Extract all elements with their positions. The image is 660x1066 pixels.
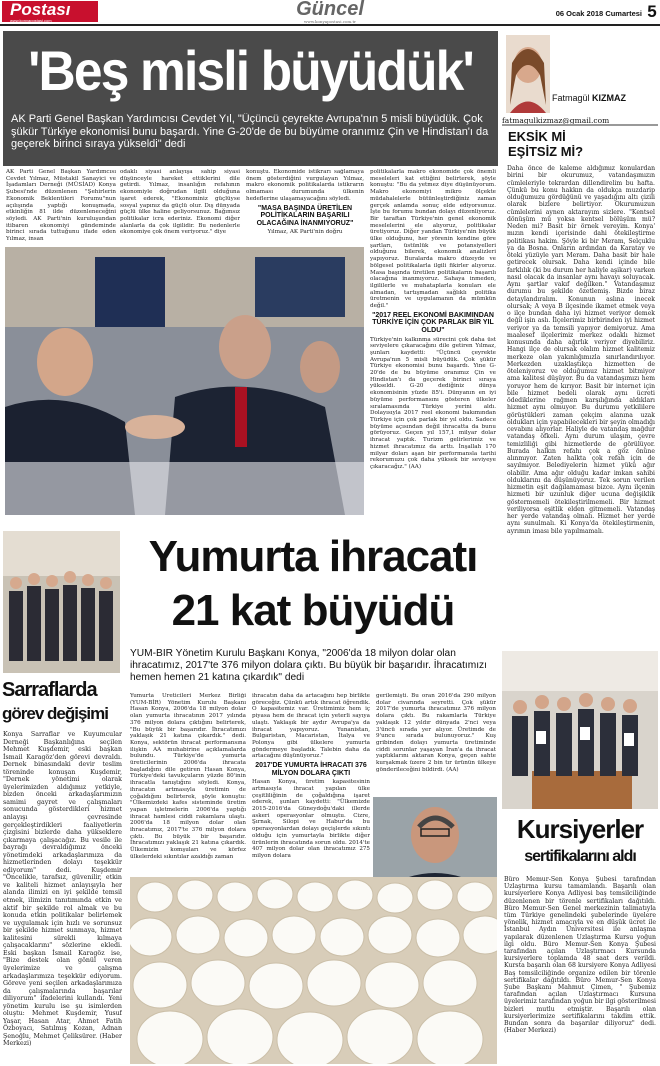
kurs-headline-line1: Kursiyerler — [516, 814, 644, 844]
eggs-illustration — [130, 877, 497, 1064]
top-col-3: konuştu. Ekonomide istikrarı sağlamaya önem gösterdiğini vurgulayan Yılmaz, makro ekonomik politikalarda istikrarın olmaması durumunda ülkenin hedeflerine ulaşamayacağını söyledi. "MASA BAŞINDA ÜRETİLEN POLİTİKALARIN BAŞARILI OLACAĞINA İNANMIYORUZ" Yılmaz, AK Parti'nin doğru — [246, 169, 364, 236]
egg-col-2: ihracatın daha da artacağını hep birlikte göreceğiz. Çünkü artık ihracat öğrendik. O kapasitemiz var. Üretimimiz hem iç piyasa hem de ihracat için yeterli sayıya ulaştı. Yaklaşık bir aydır Avrupa'ya da ihracat yapıyoruz. Yunanistan, Bulgaristan, Macaristan, İtalya ve Polonya gibi ülkelere yumurta göndermeye başladık. Talebin daha da artacağını düşünüyoruz." 2017'DE YUMURTA İHRACATI 376 MİLYON DOLARA ÇIKTI Hasan Konya, üretim kapasitesinin artmasıyla ihracat yapılan ülke çeşitliliğinin de çoğaldığına işaret ederek, şunları kaydetti: "Ülkemizde 2015-2016'da Güneydoğu'daki illerde askeri operasyonlar olmuştu. Cizre, Şırnak, Silopi ve Habur'da bu operasyonlardan dolayı geçişlerde sıkıntı olduğu için yumurtayla birlikte diğer ürünlerin ihracatında sorun oldu. 2014'te 407 milyon dolar olan ihracatımız 275 milyon dolara — [252, 693, 370, 859]
top-col-4: politikalarla makro ekonomide çok önemli meseleleri kat ettiğini belirterek, şöyle konuştu: "Bu da yetmez diye düşünüyorum. Makro ekonomiyi mikro ölçekte müdahalelerle bütünleştirdiğiniz zaman gerçek anlamda sonuç elde ediyorsunuz. İşte bu forumu bundan dolayı düzenliyoruz. Bir taraftan Türkiye'nin genel ekonomik meselelerini ele alıyoruz, politikalar üretiyoruz. Diğer yandan Türkiye'nin büyük ülke olduğunu, her yörenin kendine göre şartları, üstünlük ve potansiyelleri olduğunu bilerek, ekonomik analizleri yapıyoruz. Buralarda makro düzeyde ve bölgesel politikalarla ilgili fikirler alıyoruz. Masa başında üretilen politikaların başarılı olacağına inanmıyoruz. Sahaya inmeden, ilgililerle ve muhataplarla konuları ele almadan, tartışmadan sağlıklı politika üretmenin ve uygulamanın da mümkün değil." "2017 REEL EKONOMİ BAKIMINDAN TÜRKİYE İÇİN ÇOK PARLAK BİR YIL OLDU" Türkiye'nin kalkınma sürecini çok daha üst seviyelere çıkaracağını dile getiren Yılmaz, şunları kaydetti: "Üçüncü çeyrekte Avrupa'nın 5 misli büyüdük. Çok şükür Türkiye ekonomisi bunu başardı. Yine G-20'de de bu büyüme oranımız Çin ve Hindistan'ı da geçerek birinci sıraya yükseldi. G-20 dediğiniz dünya ekonomisinin yüzde 85'i. Dünyanın en iyi büyüme performansını gösteren ülkeler sıralamasında Türkiye yerini aldı. Dolayısıyla 2017 reel ekonomi bakımından Türkiye için çok parlak bir yıl oldu. Sadece büyüme açısından değil ihracatta da bunu görüyoruz. Geçen yıl 157,1 milyar dolar ihracat yaptık. Turizm gelirlerimiz ve hizmet ihracatımız da arttı. İnşallah 170 milyar doları aşan bir performansla tarihi rekorumuzu çok daha yüksek bir seviyeye çıkaracağız." (AA) — [370, 169, 496, 470]
sarraf-body: Konya Sarraflar ve Kuyumcular Derneği Başkanlığına seçilen Mehmet Kuşdemir, eski başkan İsmail Karagöz'den görevi devraldı. Dernek binasındaki devir teslim töreninde konuşan Kuşdemir, "Dernek yönetimi olarak üyelerimizden aldığımız yetkiyle, bizden önceki arkadaşlarımızın samimi gayret ve çalışmaları sonucunda gösterdikleri hizmet anlayışı çevresinde gerçekleştirdikleri faaliyetlerin çizgisini bizlerde daha yükseklere çıkarmaya çalışacağız. Bu vesile ile bayrağı devraldığımız önceki yönetimdeki arkadaşlarımıza da hizmetlerinden dolayı teşekkür ediyorum" dedi. Kuşdemir "Öncelikle, tarafsız, güvenilir, etkin ve kaliteli hizmet anlayışıyla her alanda ilimizi en iyi şekilde temsil etmek, ilimizin tanıtımında etkin ve aktif bir şekilde rol almak ve bu konuda etkin politikalar belirlemek ve uygulamak için hızlı ve sorunsuz bir şekilde hizmet sunmaya, hizmet kalitesini sürekli kılmaya çalışacaklarını" sözlerine ekledi. Eski başkan İsmail Karagöz ise, "Bize destek olan gönül veren üyelerimize ve çalışma arkadaşlarımıza teşekkür ediyorum. Göreve yeni seçilen arkadaşlarımıza da çalışmalarında başarılar diliyorum" ifadelerini kullandı. Yeni yönetim kurulu ise şu isimlerden oluştu: Mehmet Kuşdemir, Yusuf Yaşar, Hasan Atar, Ahmet Fatih Özboyacı, Satılmış Kozan, Adnan Şenoğlu, Mehmet Çeliksürer. (Haber Merkezi) — [3, 731, 122, 1048]
kurs-headline-line2: sertifikalarını aldı — [524, 848, 636, 865]
masthead — [0, 0, 660, 26]
sarraf-photo — [3, 531, 120, 673]
kurs-body: Büro Memur-Sen Konya Şubesi tarafından Uzlaştırma kursu tamamlandı. Başarılı olan kursiyerlere Konya Adliyesi baş temsilciliğinde düzenlenen bir törenle sertifikaları dağıtıldı. Büro Memur-Sen Genel merkezinin talimatıyla tüm Türkiye genelindeki şubelerinde üyelere yönelik, hizmet amacıyla ve en düşük ücret ile İstanbul Aydın Üniversitesi ile anlaşma yapılarak düzenlenen Uzlaştırma Kursu yoğun ilgi oldu. Büro Memur-Sen Konya Şubesi tarafından açılan Uzlaştırmacı Kursunda kursiyerlere toplamda 48 saat ders verildi. Kursta başarılı olan 68 kursiyere Konya Adliyesi Baş temsilciliğinde organize edilen bir törenle sertifikalar dağıtıldı. Büro Memur-Sen Konya Şube Başkanı Mahmut Çimen, " Şubemiz tarafından açılan Uzlaştırmacı Kursuna üyelerimiz tarafından yoğun bir ilgi gösterilmesi bizleri mutlu etmiştir. Başarılı olan kursiyerlerimize sertifikalarını takdim ettik. Bundan sonra da başarılar diliyoruz" dedi. (Haber Merkezi) — [504, 876, 656, 1035]
egg-headline-line2: 21 kat büyüdü — [171, 586, 455, 635]
columnist-box — [502, 31, 658, 628]
sarraf-headline-line1: Sarraflarda — [2, 679, 97, 701]
top-photo-illustration — [5, 247, 364, 515]
kurs-headline — [502, 812, 658, 874]
top-deck: AK Parti Genel Başkan Yardımcısı Cevdet Yıl, "Üçüncü çeyrekte Avrupa'nın 5 misli büyüdük. Çok şükür Türkiye ekonomisi bunu başardı. Yine G-20'de de bu büyüme oranımız Çin ve Hindistan'ı da geçerek birinci sıraya yükseldi" dedi — [11, 113, 489, 150]
top-col3-subhead: "MASA BAŞINDA ÜRETİLEN POLİTİKALARIN BAŞARILI OLACAĞINA İNANMIYORUZ" — [256, 204, 354, 227]
sarraf-headline-line2: görev değişimi — [2, 704, 108, 723]
top-story-band — [3, 31, 498, 166]
columnist-portrait-icon — [506, 35, 550, 113]
top-col4-subhead: "2017 REEL EKONOMİ BAKIMINDAN TÜRKİYE İÇİN ÇOK PARLAK BİR YIL OLDU" — [372, 311, 494, 334]
column-title — [508, 129, 656, 161]
top-story-photo — [5, 247, 364, 515]
columnist-firstname: Fatmagül — [552, 93, 590, 103]
column-title-line1: EKSİK Mİ — [508, 129, 566, 144]
columnist-email[interactable]: fatmagulkizmaz@gmail.com — [502, 115, 658, 126]
top-headline: 'Beş misli büyüdük' — [28, 39, 473, 102]
section-sub: www.konyapostasi.com.tr — [304, 19, 356, 24]
paper-logo-sub: www.konyapostasi.com — [10, 18, 52, 22]
section-title: Güncel — [296, 0, 364, 20]
egg-person-photo — [373, 797, 497, 889]
kurs-photo-illustration — [502, 651, 658, 809]
sarraf-photo-illustration — [3, 531, 120, 673]
egg-headline — [128, 530, 498, 646]
columnist-photo — [506, 35, 550, 113]
egg-col-1: Yumurta Üreticileri Merkez Birliği (YUM-BİR) Yönetim Kurulu Başkanı Hasan Konya, 2006'da 18 milyon dolar olan yumurta ihracatının 2017 yılında 376 milyon dolara çıktığını belirterek, "Bu büyük bir başarıdır. İhracatımızı yaklaşık 21 katına çıkardık." dedi. Konya, sektörün ihracat performansına ilişkin AA muhabirine açıklamalarda bulundu. Türkiye'de yumurta üreticilerinin 2006'da ihracata başladığını dile getiren Hasan Konya, Türkiye'deki tavukçuların yüzde 80'inin ihracatla tanıştığını söyledi. Konya, ihracatın artmasıyla üretimin de çoğaldığını belirterek, şöyle konuştu: "Ülkemizdeki kafes sisteminde üretim yapan işletmelerin 2006'da yaptığı ihracat hamlesi ciddi rakamlara ulaştı. 2006'da 18 milyon dolar olan ihracatımız, 2017'te 376 milyon dolara çıktı. Bu büyük bir başarıdır. İhracatımızı yaklaşık 21 katına çıkardık. Ülkemizin komşuları ve körfez ülkelerdeki sıkıntılar azaldığı zaman — [130, 693, 246, 860]
sarraf-headline — [2, 678, 122, 728]
columnist-name — [552, 93, 656, 105]
column-body: Daha önce de kaleme aldığımız konulardan birini bir okurumuz, vatandaşımızın cümleleriyle tekrardan dillendirelim bu hafta. Çünkü bu konu hakkın da oldukça muzdarip olduğumuzu gördüğünü ve yaşadığını altı çizili olarak bizlere belirtiyor. Okurumuzun cümlelerini aynen aktarayım sizlere. "Kentsel dönüşüm mü yoksa kentsel bölüşüm mü? Neden mi? Basit bir örnek vereyim. Konya' mızın kendi içerisinde dahi ötekileştirme politikası hakim. Şöyle ki bir Meram, Selçuklu ya da Bosna. Onların ardından da Karatay ve öteki yüzüyle yarı Meram. Daha basit bir hale getirecek olursak. Daha kendi içinde bile farklılık (ki bu durum her haliyle aşikar) varken nasıl olacak da insanlar aynı havayı soluyacak. Aynı şartlar vakıf değilken." Vatandaşımız durumu bu şekilde özetlemiş. Bizde biraz detaylandıralım. Konunun aslına inecek olursak; A veya B ilçesinde ikamet etmek veya o ilçe bundan daha iyi hizmet veriyor demek değil işin aslı. İlçelerimiz birbirinden iyi hizmet veriyor ya da temsili yapıyor demiyoruz. Ama maalesef ilçelerimiz merkez odaklı hizmet konusunda daha ağırlık veriyor diyebiliriz. Hangi ilçe de olursak olalım hizmet kalitemiz merkeze olan yakınlığımızla sınırlandırılıyor. Merkezden uzaklaştıkça hizmetten de öteleniyoruz ve olduğumuz hizmet bitmiyor ama kalitesi düşüyor. Bu da vatandaşımızı hem yoruyor hem de kırıyor. Basit bir internet için bile hizmet bedeli olarak aynı ücreti ödediklerine rağmen karşılığında aldıkları hizmet aynı olmuyor. Bu durumu yetkililere görüştükleri zaman çekçim alanına uzak oldukları için yapabilecekleri bir şeyin olmadığı cevabını alıyorlar. Haliyle de vatandaş mağdur vatandaş öfkeli. Aynı durum ulaşım, çevre temizliliği gibi hizmetlerde de görülüyor. Burada halkın refahı çok a göz önüne alınmıyor. Zaten halkta çok refah için de sayılmıyor. Belediyelerin hizmet yükü ağır olabilir. Ama ağır olduğu kadar imkan sahibi olduklarını da düşünüyoruz. Tek sorun verilen hizmetin eşit dağılamaması bizce. Aynı ilçenin hizmeti bir uzunluk diğer ucuna değişiklik göstermemeli ötekileştirilmemeli. Bir hizmet veriliyorsa eşitlik elden gitmemeli. Vatandaş her yerde vatandaş olmalı. Hizmet her yerde aynı sunulmalı. Ki Konya'da ötekileştirmenin, ayrımın iması bile yapılmamalı. — [507, 165, 655, 535]
columnist-surname: KIZMAZ — [592, 93, 627, 103]
egg-col2-subhead: 2017'DE YUMURTA İHRACATI 376 MİLYON DOLARA ÇIKTI — [255, 762, 367, 777]
kurs-photo — [502, 651, 658, 809]
column-title-line2: EŞİTSİZ Mİ? — [508, 144, 584, 159]
page-number: 5 — [647, 2, 657, 21]
paper-logo-text: Postası — [10, 1, 71, 19]
egg-headline-line1: Yumurta ihracatı — [148, 532, 478, 581]
issue-date: 06 Ocak 2018 Cumartesi — [555, 9, 642, 18]
egg-person-illustration — [373, 797, 497, 889]
top-col-2: odaklı siyasi anlayışa sahip siyasi düşünceyle hareket ettiklerini dile getirdi. Yılmaz, insanlığın refahının ekonomiyle doğrudan ilgili olduğuna işaret ederek, "Ekonominiz güçlüyse sosyal yapınız da güçlü olur. Dış dünyada güçlü ülke haline geliyorsunuz. Bağımsız politikalar icra ederiniz. Ekonomi diğer alanlarla da çok ilgilidir. Bu nedenlerle ekonomiye çok önem veriyoruz." diye — [120, 169, 240, 236]
egg-photo — [130, 877, 497, 1064]
top-col-1: AK Parti Genel Başkan Yardımcısı Cevdet Yılmaz, Müstakil Sanayici ve İşadamları Derneği (MÜSİAD) Konya Şubesi'nde düzenlenen "Şehirlerin Ekonomik Beklentileri Forumu"nun açılışında yaptığı konuşmada, etkinliğin 81 ilde düzenleneceğini söyledi. AK Parti'nin kuruluşundan itibaren ekonomiyi gündeminde birinci sırada tuttuğunu ifade eden Yılmaz, insan — [6, 169, 116, 243]
egg-col-3: gerilemişti. Bu oran 2016'da 290 milyon dolar civarında seyretti. Çok şükür 2017'de yumurta ihracatımız 376 milyon dolara çıktı. Bu rakamlarla Türkiye yaklaşık 12 yıldır dünyada 2'nci veya 3'üncü sırada yer alıyor. Üretimde de 9'uncu sırada bulunuyoruz." Kuş gribinden dolayı yumurta üretiminde ciddi sorunlar yaşayan İran'a da ihracat yaptıklarını aktaran Konya, geçen sahte kurşakmak üzere 2 bin tır ürünün ülkeye gönderileceğini bildirdi. (AA) — [376, 693, 496, 773]
paper-logo[interactable] — [2, 1, 98, 22]
egg-deck: YUM-BİR Yönetim Kurulu Başkanı Konya, "2006'da 18 milyon dolar olan ihracatımız, 2017'te 376 milyon dolara çıktı. Bu büyük bir başarıdır. İhracatımızı hemen hemen 21 katına çıkardık" dedi — [130, 648, 487, 683]
